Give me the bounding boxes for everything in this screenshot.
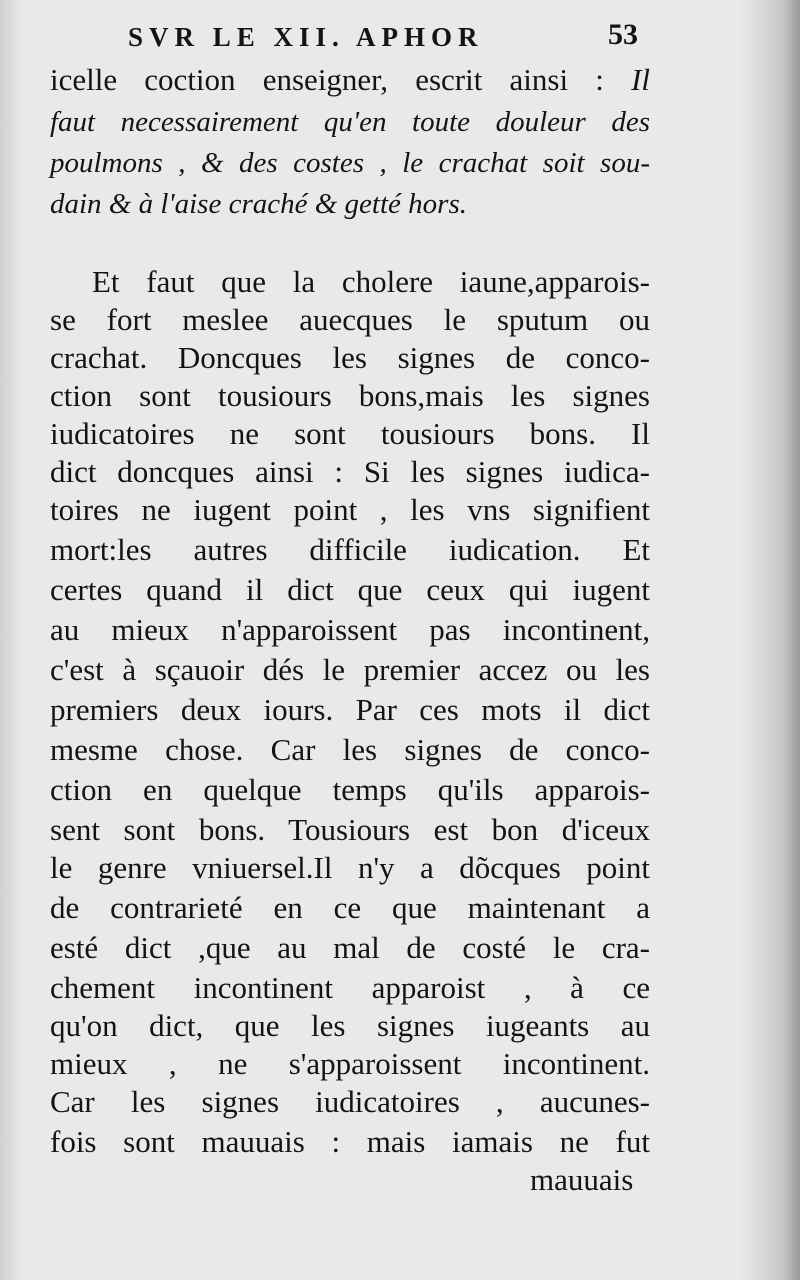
paragraph-line: toires ne iugent point , les vns signifient bbox=[50, 492, 650, 527]
paragraph-line: premiers deux iours. Par ces mots il dict bbox=[50, 692, 650, 727]
paragraph-line: au mieux n'apparoissent pas incontinent, bbox=[50, 612, 650, 647]
page-right-edge bbox=[740, 0, 800, 1280]
paragraph-line: Car les signes iudicatoires , aucunes- bbox=[50, 1084, 650, 1119]
paragraph-line: se fort meslee auecques le sputum ou bbox=[50, 302, 650, 337]
paragraph-line: fois sont mauuais : mais iamais ne fut bbox=[50, 1124, 650, 1159]
opening-line bbox=[50, 60, 650, 100]
paragraph-line: dict doncques ainsi : Si les signes iudica- bbox=[50, 454, 650, 489]
paragraph-line: esté dict ,que au mal de costé le cra- bbox=[50, 930, 650, 965]
page-number: 53 bbox=[608, 18, 638, 51]
paragraph-line: ction sont tousiours bons,mais les signes bbox=[50, 378, 650, 413]
quote-line: poulmons , & des costes , le crachat soit sou- bbox=[50, 147, 650, 179]
paragraph-line: de contrarieté en ce que maintenant a bbox=[50, 890, 650, 925]
opening-quote-start: Il bbox=[631, 62, 650, 97]
paragraph-line: c'est à sçauoir dés le premier accez ou les bbox=[50, 652, 650, 687]
paragraph-line: mort:les autres difficile iudication. Et bbox=[50, 532, 650, 567]
paragraph-line: chement incontinent apparoist , à ce bbox=[50, 970, 650, 1005]
paragraph-line: mesme chose. Car les signes de conco- bbox=[50, 732, 650, 767]
paragraph-line: certes quand il dict que ceux qui iugent bbox=[50, 572, 650, 607]
opening-line-text: icelle coction enseigner, escrit ainsi : bbox=[50, 62, 604, 97]
quote-line: dain & à l'aise craché & getté hors. bbox=[50, 188, 467, 220]
paragraph-line: le genre vniuersel.Il n'y a dõcques point bbox=[50, 850, 650, 885]
paragraph-line: crachat. Doncques les signes de conco- bbox=[50, 340, 650, 375]
paragraph-line: iudicatoires ne sont tousiours bons. Il bbox=[50, 416, 650, 451]
page-left-edge bbox=[0, 0, 22, 1280]
paragraph-line: Et faut que la cholere iaune,apparois- bbox=[92, 264, 650, 299]
paragraph-line: qu'on dict, que les signes iugeants au bbox=[50, 1008, 650, 1043]
paragraph-line: ction en quelque temps qu'ils apparois- bbox=[50, 772, 650, 807]
running-head: SVR LE XII. APHOR bbox=[128, 22, 484, 52]
paragraph-line: mieux , ne s'apparoissent incontinent. bbox=[50, 1046, 650, 1081]
paragraph-line: sent sont bons. Tousiours est bon d'iceux bbox=[50, 812, 650, 847]
catchword: mauuais bbox=[530, 1162, 634, 1197]
quote-line: faut necessairement qu'en toute douleur des bbox=[50, 106, 650, 138]
